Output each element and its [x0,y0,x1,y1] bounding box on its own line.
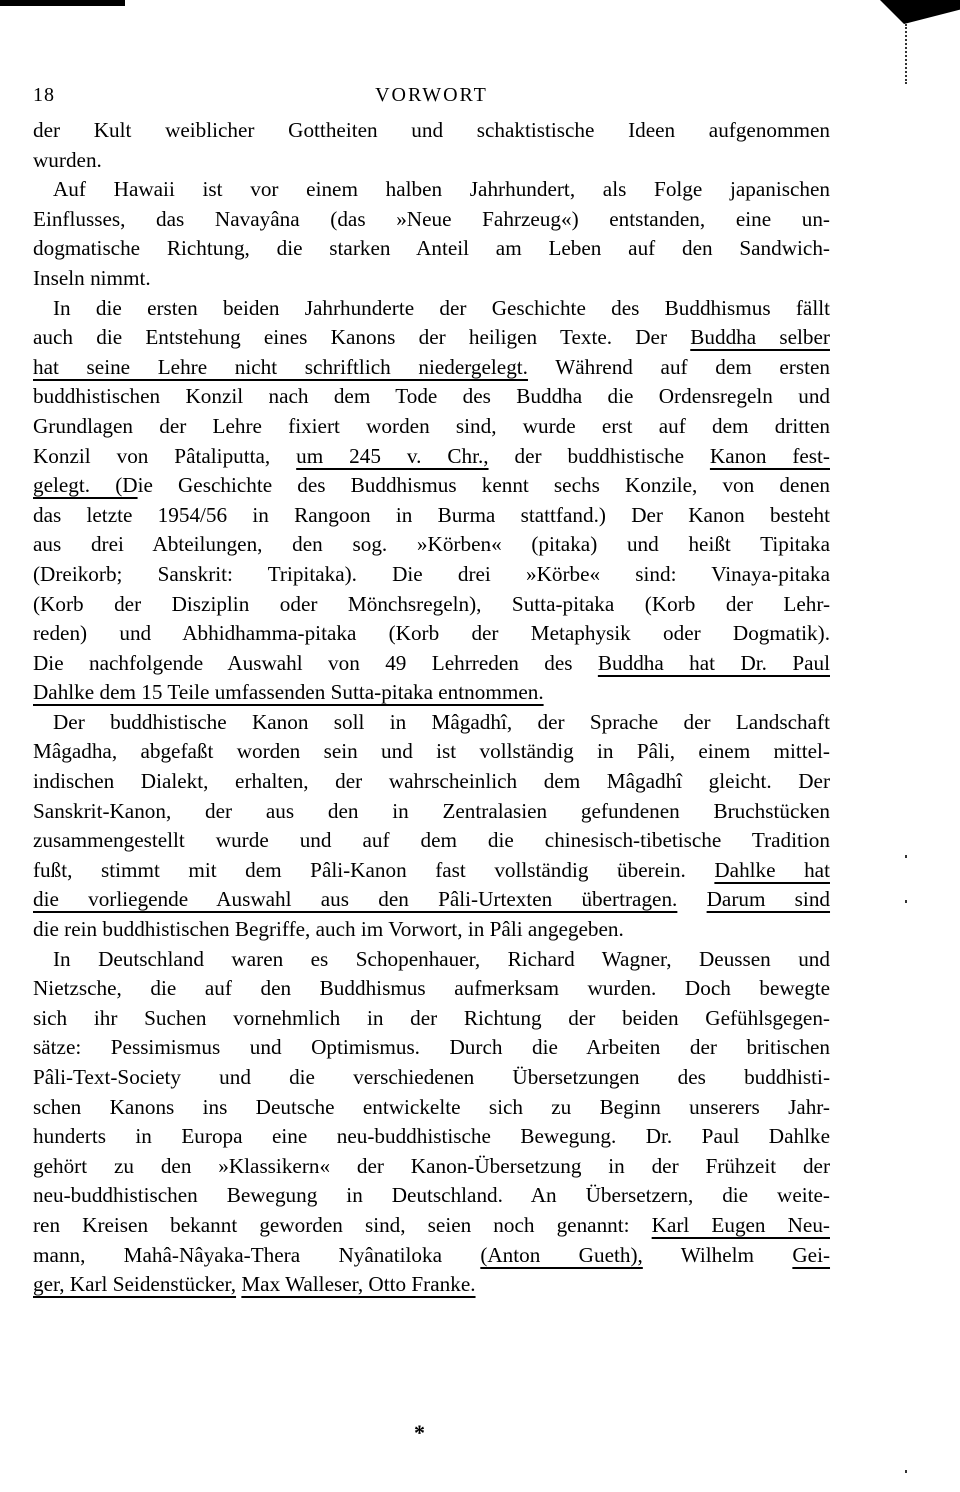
text-line: aus drei Abteilungen, den sog. »Körben« (pitaka) und heißt Tipitaka [33,532,830,557]
text-line: neu-buddhistischen Bewegung in Deutschland. An Übersetzern, die weite- [33,1183,830,1208]
text-segment: mann, Mahâ-Nâyaka-Thera Nyânatiloka [33,1242,481,1267]
scan-speck [905,1470,907,1473]
text-line: reden) und Abhidhamma-pitaka (Korb der Metaphysik oder Dogmatik). [33,621,830,646]
text-segment: Während auf dem ersten [527,354,830,379]
text-line: schen Kanons ins Deutsche entwickelte sich zu Beginn unserers Jahr- [33,1094,830,1119]
underlined-segment: um 245 v. Chr., [296,443,489,468]
text-line-underlined [33,1270,830,1300]
text-line: (Korb der Disziplin oder Mönchsregeln), Sutta-pitaka (Korb der Lehr- [33,591,830,616]
running-head [33,84,830,110]
text-line: hunderts in Europa eine neu-buddhistische Bewegung. Dr. Paul Dahlke [33,1124,830,1149]
text-line-underlined [33,1211,830,1241]
scan-speck [905,900,907,903]
text-line-underlined [33,353,830,383]
text-segment: Wilhelm [642,1242,793,1267]
text-line-underlined [33,442,830,472]
underlined-segment: gelegt. (D [33,473,138,498]
text-line-underlined [33,885,830,915]
underlined-segment: Max Walleser, Otto Franke. [241,1272,476,1297]
section-end-asterisk: * [414,1420,425,1445]
text-line: Einflusses, das Navayâna (das »Neue Fahrzeug«) entstanden, eine un- [33,206,830,231]
text-line: sätze: Pessimismus und Optimismus. Durch die Arbeiten der britischen [33,1035,830,1060]
text-line: das letzte 1954/56 in Rangoon in Burma stattfand.) Der Kanon besteht [33,502,830,527]
text-line: In Deutschland waren es Schopenhauer, Richard Wagner, Deussen und [53,946,830,971]
text-line-underlined [33,856,830,886]
text-segment: ren Kreisen bekannt geworden sind, seien noch genannt: [33,1212,652,1237]
underlined-segment: Buddha hat Dr. Paul [597,650,830,675]
text-segment: ie Geschichte des Buddhismus kennt sechs Konzile, von denen [137,473,830,498]
text-line: sich ihr Suchen vornehmlich in der Richtung der beiden Gefühlsgegen- [33,1005,830,1030]
scan-edge-shadow [0,0,125,6]
underlined-segment: Dahlke dem 15 Teile umfassenden Sutta-pitaka entnommen. [33,680,544,705]
underlined-segment: Karl Eugen Neu- [651,1212,830,1237]
text-segment: der buddhistische [488,443,710,468]
text-segment: auch die Entstehung eines Kanons der heiligen Texte. Der [33,325,691,350]
text-line: der Kult weiblicher Gottheiten und schaktistische Ideen aufgenommen [33,118,830,142]
underlined-segment: (Anton Gueth), [480,1242,643,1267]
text-line: Grundlagen der Lehre fixiert worden sind, wurde erst auf dem dritten [33,413,830,438]
text-line: Nietzsche, die auf den Buddhismus aufmerksam wurden. Doch bewegte [33,976,830,1001]
text-line: gehört zu den »Klassikern« der Kanon-Übersetzung in der Frühzeit der [33,1153,830,1178]
text-line: Sanskrit-Kanon, der aus den in Zentralasien gefundenen Bruchstücken [33,798,830,823]
scan-corner-shadow [880,0,960,24]
section-title: VORWORT [375,84,488,106]
text-line-underlined [33,323,830,353]
text-line: Auf Hawaii ist vor einem halben Jahrhundert, als Folge japanischen [53,177,830,202]
scan-speck [905,855,907,858]
text-segment: Die nachfolgende Auswahl von 49 Lehrreden des [33,650,598,675]
underlined-segment: Dahlke hat [714,857,830,882]
underlined-segment: Kanon fest- [709,443,830,468]
text-line: zusammengestellt wurde und auf dem die chinesisch-tibetische Tradition [33,828,830,853]
text-line-underlined [33,471,830,501]
text-segment: Konzil von Pâtaliputta, [33,443,297,468]
underlined-segment: ger, Karl Seidenstücker, [33,1272,237,1297]
underlined-segment: Darum sind [706,887,831,912]
text-line: Inseln nimmt. [33,265,151,290]
body-text [33,116,830,1300]
text-line-underlined [33,678,830,708]
text-line: wurden. [33,147,102,172]
gutter-marks [905,24,909,84]
text-line: dogmatische Richtung, die starken Anteil am Leben auf den Sandwich- [33,236,830,261]
text-line-underlined [33,649,830,679]
underlined-segment: die vorliegende Auswahl aus den Pâli-Urtexten übertragen. [33,887,678,912]
text-line: (Dreikorb; Sanskrit: Tripitaka). Die drei »Körbe« sind: Vinaya-pitaka [33,561,830,586]
text-line: In die ersten beiden Jahrhunderte der Geschichte des Buddhismus fällt [53,295,830,320]
text-line-underlined [33,1241,830,1271]
text-line: buddhistischen Konzil nach dem Tode des Buddha die Ordensregeln und [33,384,830,409]
underlined-segment: hat seine Lehre nicht schriftlich niedergelegt. [33,354,528,379]
text-segment: fußt, stimmt mit dem Pâli-Kanon fast vollständig überein. [33,857,715,882]
text-line: Der buddhistische Kanon soll in Mâgadhî, der Sprache der Landschaft [53,709,830,734]
underlined-segment: Buddha selber [690,325,830,350]
underlined-segment: Gei- [792,1242,831,1267]
text-line: Pâli-Text-Society und die verschiedenen Übersetzungen des buddhisti- [33,1065,830,1089]
text-line: indischen Dialekt, erhalten, der wahrscheinlich dem Mâgadhî gleicht. Der [33,769,830,794]
text-line: die rein buddhistischen Begriffe, auch im Vorwort, in Pâli angegeben. [33,917,624,942]
text-segment [677,887,706,911]
text-line: Mâgadha, abgefaßt worden sein und ist vollständig in Pâli, einem mittel- [33,739,830,764]
page-number: 18 [33,84,55,106]
